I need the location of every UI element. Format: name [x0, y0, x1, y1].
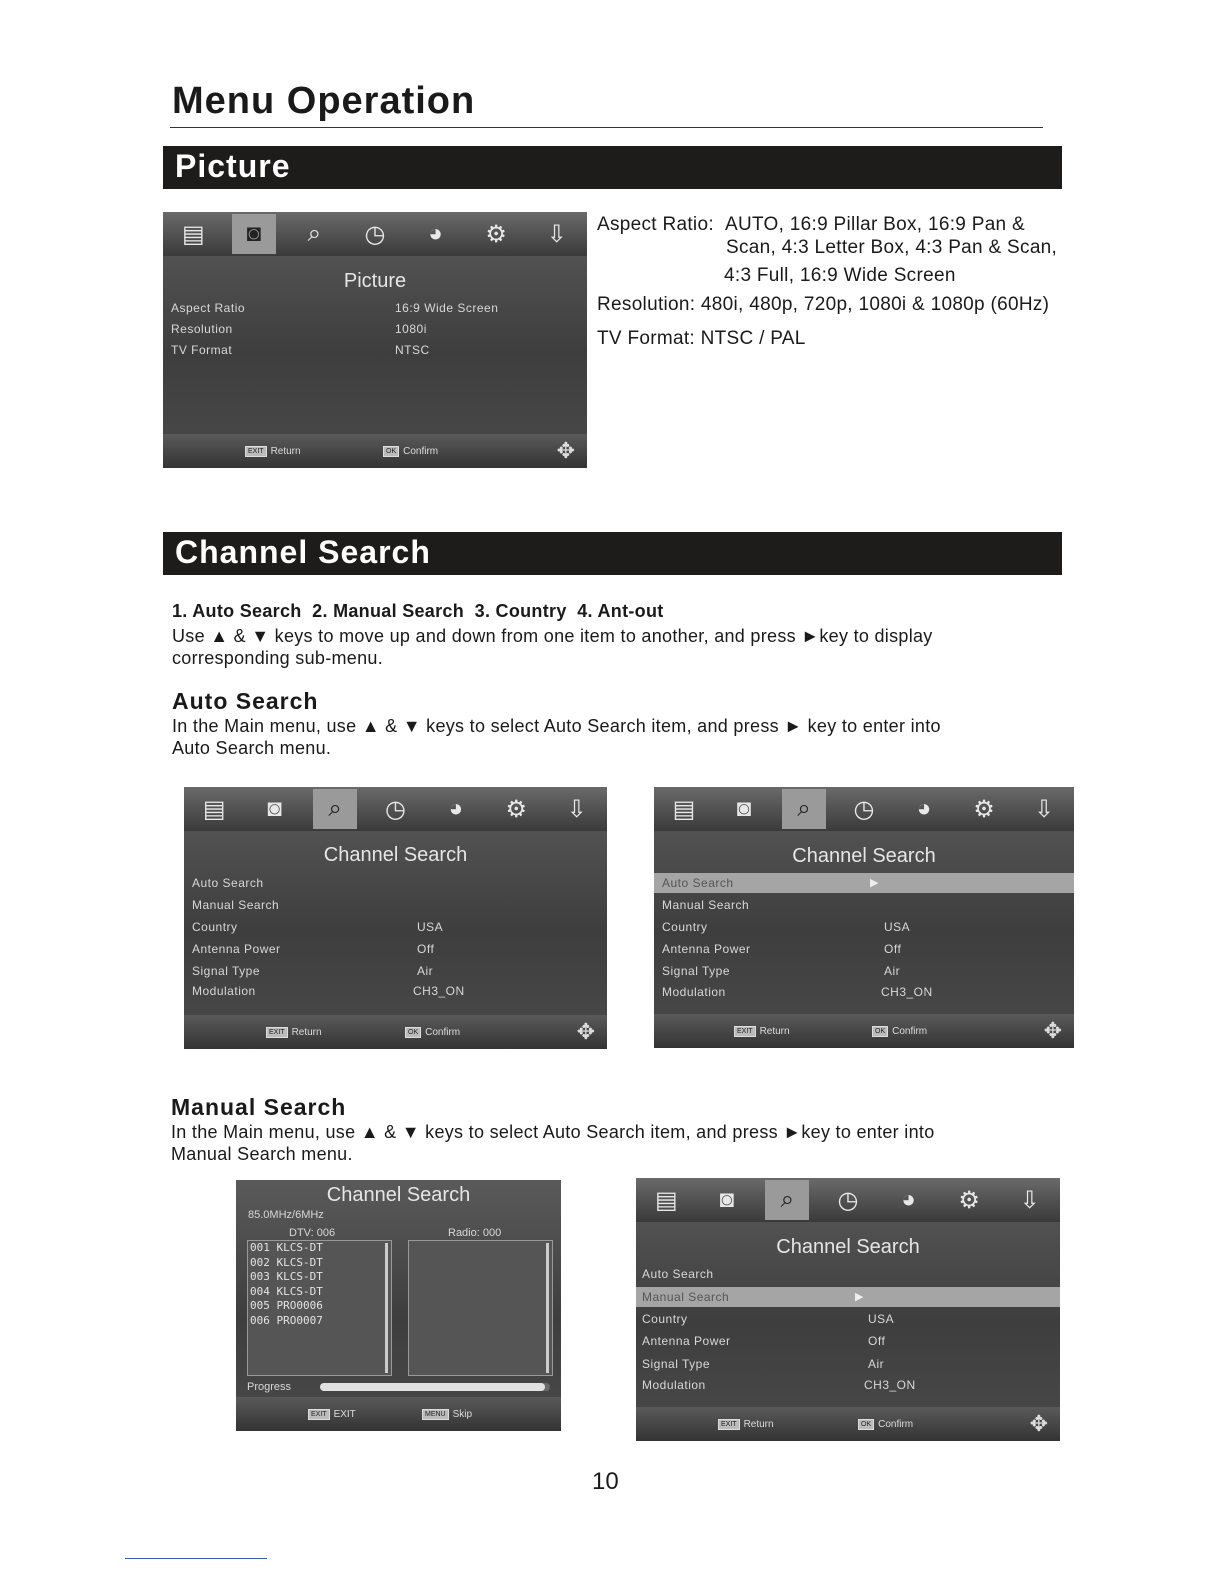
menu-row: Manual Search — [662, 898, 750, 912]
menu-row: Country USA — [192, 920, 444, 934]
globe-icon: ◕ — [448, 795, 464, 822]
channel-icon: ⌕ — [313, 789, 357, 829]
picture-settings-icon: ◙ — [267, 795, 282, 822]
screen-footer — [654, 1014, 1074, 1048]
screen-footer — [163, 434, 587, 468]
return-hint: EXIT Return — [245, 446, 301, 457]
return-hint: EXIT Return — [734, 1026, 790, 1037]
scrollbar — [546, 1243, 549, 1373]
picture-section-title: Picture — [175, 148, 291, 184]
confirm-hint: OK Confirm — [383, 446, 438, 457]
menu-row: Resolution 1080i — [171, 322, 427, 336]
menu-row: TV Format NTSC — [171, 343, 430, 357]
picture-settings-icon: ◙ — [719, 1186, 735, 1213]
screen-footer — [636, 1407, 1060, 1441]
screen-footer — [236, 1397, 561, 1431]
menu-icon-bar — [636, 1178, 1060, 1222]
channel-search-intro: Use ▲ & ▼ keys to move up and down from one item to another, and press ►key to display corresponding sub-menu. — [172, 626, 933, 668]
channel-icon: ⌕ — [307, 220, 322, 247]
list-item: 005 PRO0006 — [250, 1299, 323, 1312]
menu-row-highlighted: Manual Search ▶ — [636, 1287, 1060, 1307]
radio-count: Radio: 000 — [448, 1227, 502, 1239]
menu-row: Modulation CH3_ON — [642, 1378, 916, 1392]
menu-row: Country USA — [662, 920, 911, 934]
menu-row: Modulation CH3_ON — [192, 984, 465, 998]
footer-rule — [125, 1558, 267, 1559]
menu-row: Country USA — [642, 1312, 895, 1326]
menu-row: Manual Search — [192, 898, 280, 912]
right-arrow-icon: ▶ — [855, 1291, 864, 1303]
return-hint: EXIT Return — [718, 1419, 774, 1430]
confirm-hint: OK Confirm — [858, 1419, 913, 1430]
menu-row: Antenna Power Off — [662, 942, 902, 956]
clock-icon: ◷ — [853, 795, 875, 823]
picture-icon: ▤ — [202, 795, 226, 823]
menu-row: Modulation CH3_ON — [662, 985, 933, 999]
menu-row-highlighted: Auto Search ▶ — [654, 873, 1074, 893]
dtv-count: DTV: 006 — [289, 1227, 336, 1239]
menu-row: Antenna Power Off — [192, 942, 435, 956]
frequency-readout: 85.0MHz/6MHz — [248, 1209, 324, 1221]
auto-search-text: In the Main menu, use ▲ & ▼ keys to select Auto Search item, and press ► key to enter into Auto Search menu. — [172, 716, 941, 758]
list-item: 002 KLCS-DT — [250, 1255, 323, 1269]
screen-title: Channel Search — [776, 1236, 920, 1258]
resolution-spec: Resolution: 480i, 480p, 720p, 1080i & 1080p (60Hz) — [597, 294, 1050, 315]
radio-channel-list — [408, 1240, 553, 1376]
menu-row: Antenna Power Off — [642, 1334, 886, 1348]
auto-search-heading: Auto Search — [172, 688, 319, 714]
return-hint: EXIT Return — [266, 1027, 322, 1038]
channel-scan-screen — [236, 1180, 561, 1431]
dpad-icon: ✥ — [556, 438, 575, 463]
channel-search-items: 1. Auto Search 2. Manual Search 3. Country 4. Ant-out — [172, 601, 664, 621]
picture-settings-icon: ◙ — [736, 795, 752, 822]
heading-rule — [170, 127, 1043, 128]
picture-icon: ▤ — [654, 1186, 678, 1214]
picture-icon: ▤ — [672, 795, 696, 823]
gear-icon: ⚙ — [973, 795, 995, 823]
channel-search-section-title: Channel Search — [175, 534, 431, 570]
menu-row: Aspect Ratio 16:9 Wide Screen — [171, 301, 499, 315]
menu-icon-bar — [163, 212, 587, 256]
tv-format-spec: TV Format: NTSC / PAL — [597, 328, 806, 349]
clock-icon: ◷ — [384, 795, 406, 823]
screen-title: Channel Search — [326, 1184, 471, 1206]
page-number: 10 — [592, 1468, 619, 1495]
globe-icon: ◕ — [916, 795, 932, 822]
exit-hint: EXIT EXIT — [308, 1409, 356, 1420]
picture-icon: ▤ — [181, 220, 205, 248]
menu-row: Signal Type Air — [642, 1357, 885, 1371]
manual-search-highlight-screen — [636, 1178, 1060, 1441]
channel-icon: ⌕ — [765, 1180, 809, 1220]
list-item: 003 KLCS-DT — [250, 1270, 323, 1283]
dtv-channel-list — [247, 1240, 392, 1376]
screen-title: Channel Search — [323, 844, 468, 866]
list-item: 006 PRO0007 — [250, 1313, 323, 1327]
usb-icon: ⇩ — [546, 220, 567, 248]
globe-icon: ◕ — [428, 220, 443, 247]
screen-title: Channel Search — [792, 845, 936, 867]
picture-section-bar — [163, 146, 1062, 189]
aspect-ratio-spec: Aspect Ratio: AUTO, 16:9 Pillar Box, 16:9 Pan & Scan, 4:3 Letter Box, 4:3 Pan & Scan, 4:3 Full, 16:9 Wide Screen — [597, 214, 1058, 286]
progress-bar — [320, 1383, 550, 1391]
gear-icon: ⚙ — [958, 1186, 980, 1214]
confirm-hint: OK Confirm — [872, 1026, 927, 1037]
right-arrow-icon: ▶ — [870, 877, 879, 889]
list-item: 001 KLCS-DT — [250, 1241, 323, 1254]
channel-search-section-bar — [163, 532, 1062, 575]
channel-icon: ⌕ — [782, 789, 826, 829]
skip-hint: MENU Skip — [422, 1409, 472, 1420]
picture-settings-icon: ◙ — [232, 214, 276, 254]
auto-search-highlight-screen — [654, 787, 1074, 1048]
menu-row: Signal Type Air — [662, 964, 901, 978]
dpad-icon: ✥ — [1043, 1018, 1062, 1043]
globe-icon: ◕ — [901, 1186, 916, 1213]
clock-icon: ◷ — [364, 220, 386, 248]
gear-icon: ⚙ — [505, 795, 528, 823]
dpad-icon: ✥ — [1029, 1411, 1048, 1436]
picture-menu-screen — [163, 212, 587, 468]
menu-row: Auto Search — [192, 876, 264, 890]
gear-icon: ⚙ — [485, 220, 507, 248]
menu-icon-bar — [184, 787, 607, 831]
screen-footer — [184, 1015, 607, 1049]
dpad-icon: ✥ — [576, 1019, 595, 1044]
confirm-hint: OK Confirm — [405, 1027, 460, 1038]
usb-icon: ⇩ — [566, 795, 587, 823]
manual-search-heading: Manual Search — [171, 1094, 347, 1120]
manual-search-text: In the Main menu, use ▲ & ▼ keys to select Auto Search item, and press ►key to enter into Manual Search menu. — [171, 1122, 935, 1164]
screen-title: Picture — [343, 270, 407, 292]
usb-icon: ⇩ — [1019, 1186, 1040, 1214]
scrollbar — [385, 1243, 388, 1373]
usb-icon: ⇩ — [1033, 795, 1055, 823]
menu-row: Auto Search — [642, 1267, 714, 1281]
menu-row: Signal Type Air — [192, 964, 434, 978]
page-title: Menu Operation — [172, 80, 476, 122]
progress-fill — [320, 1383, 545, 1391]
menu-icon-bar — [654, 787, 1074, 831]
progress-label: Progress — [247, 1381, 292, 1393]
channel-search-screen — [184, 787, 607, 1049]
list-item: 004 KLCS-DT — [250, 1284, 323, 1298]
clock-icon: ◷ — [837, 1186, 859, 1214]
